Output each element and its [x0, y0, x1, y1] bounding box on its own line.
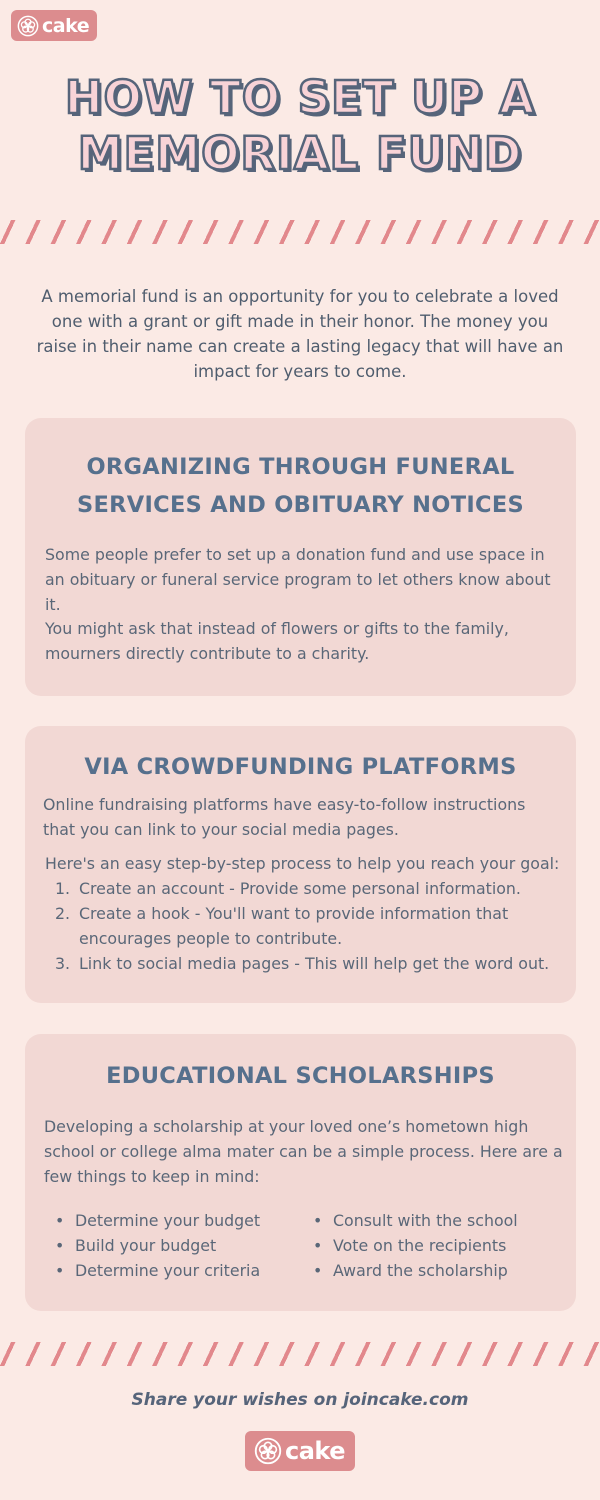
logo-text: cake — [285, 1437, 346, 1465]
heading-line-1: ORGANIZING THROUGH FUNERAL — [86, 454, 515, 480]
step-text: Link to social media pages - This will help get the word out. — [79, 954, 550, 973]
step-number: 3. — [55, 954, 71, 973]
step-text: Create an account - Provide some personal information. — [79, 879, 521, 898]
list-item: • Award the scholarship — [305, 1258, 555, 1283]
bullet-list-right — [305, 1208, 555, 1283]
list-item — [55, 901, 555, 951]
flower-icon — [254, 1437, 282, 1465]
stripe-divider — [0, 1342, 600, 1366]
section-heading: VIA CROWDFUNDING PLATFORMS — [84, 754, 517, 780]
title-line-2: MEMORIAL FUND — [77, 127, 523, 180]
funeral-section-card — [25, 418, 576, 696]
heading-line-2: SERVICES AND OBITUARY NOTICES — [76, 492, 525, 518]
title-line-1: HOW TO SET UP A — [64, 71, 536, 124]
step-number: 2. — [55, 904, 71, 923]
education-section-card — [25, 1034, 576, 1311]
crowdfunding-section-card — [25, 726, 576, 1003]
steps-list — [55, 876, 555, 976]
section-paragraph: Online fundraising platforms have easy-to-follow instructions that you can link to your social media pages. — [43, 795, 526, 839]
cake-logo[interactable] — [245, 1431, 355, 1471]
flower-icon — [17, 15, 39, 37]
steps-lead: Here's an easy step-by-step process to help you reach your goal: — [45, 854, 560, 873]
list-item: • Build your budget — [47, 1233, 297, 1258]
step-text: Create a hook - You'll want to provide information that encourages people to contribute. — [79, 904, 509, 948]
section-paragraph: Some people prefer to set up a donation fund and use space in an obituary or funeral service program to let others know about it. — [45, 545, 551, 614]
list-item — [55, 951, 555, 976]
list-item — [55, 876, 555, 901]
intro-paragraph: A memorial fund is an opportunity for you to celebrate a loved one with a grant or gift made in their honor. The money you raise in their name can create a lasting legacy that will have an impact for years to come. — [36, 287, 564, 381]
section-heading: EDUCATIONAL SCHOLARSHIPS — [106, 1063, 495, 1089]
list-item: • Consult with the school — [305, 1208, 555, 1233]
list-item: • Determine your criteria — [47, 1258, 297, 1283]
cake-logo[interactable] — [11, 10, 97, 41]
list-item: • Determine your budget — [47, 1208, 297, 1233]
page-title — [0, 70, 600, 182]
section-paragraph: You might ask that instead of flowers or gifts to the family, mourners directly contribute to a charity. — [45, 619, 509, 663]
section-heading — [25, 448, 576, 524]
list-item: • Vote on the recipients — [305, 1233, 555, 1258]
footer-tagline[interactable]: Share your wishes on joincake.com — [131, 1390, 469, 1410]
stripe-divider — [0, 220, 600, 244]
logo-text: cake — [42, 14, 90, 37]
section-paragraph: Developing a scholarship at your loved one’s hometown high school or college alma mater can be a simple process. Here are a few things to keep in mind: — [44, 1117, 563, 1186]
bullet-list-left — [47, 1208, 297, 1283]
step-number: 1. — [55, 879, 71, 898]
